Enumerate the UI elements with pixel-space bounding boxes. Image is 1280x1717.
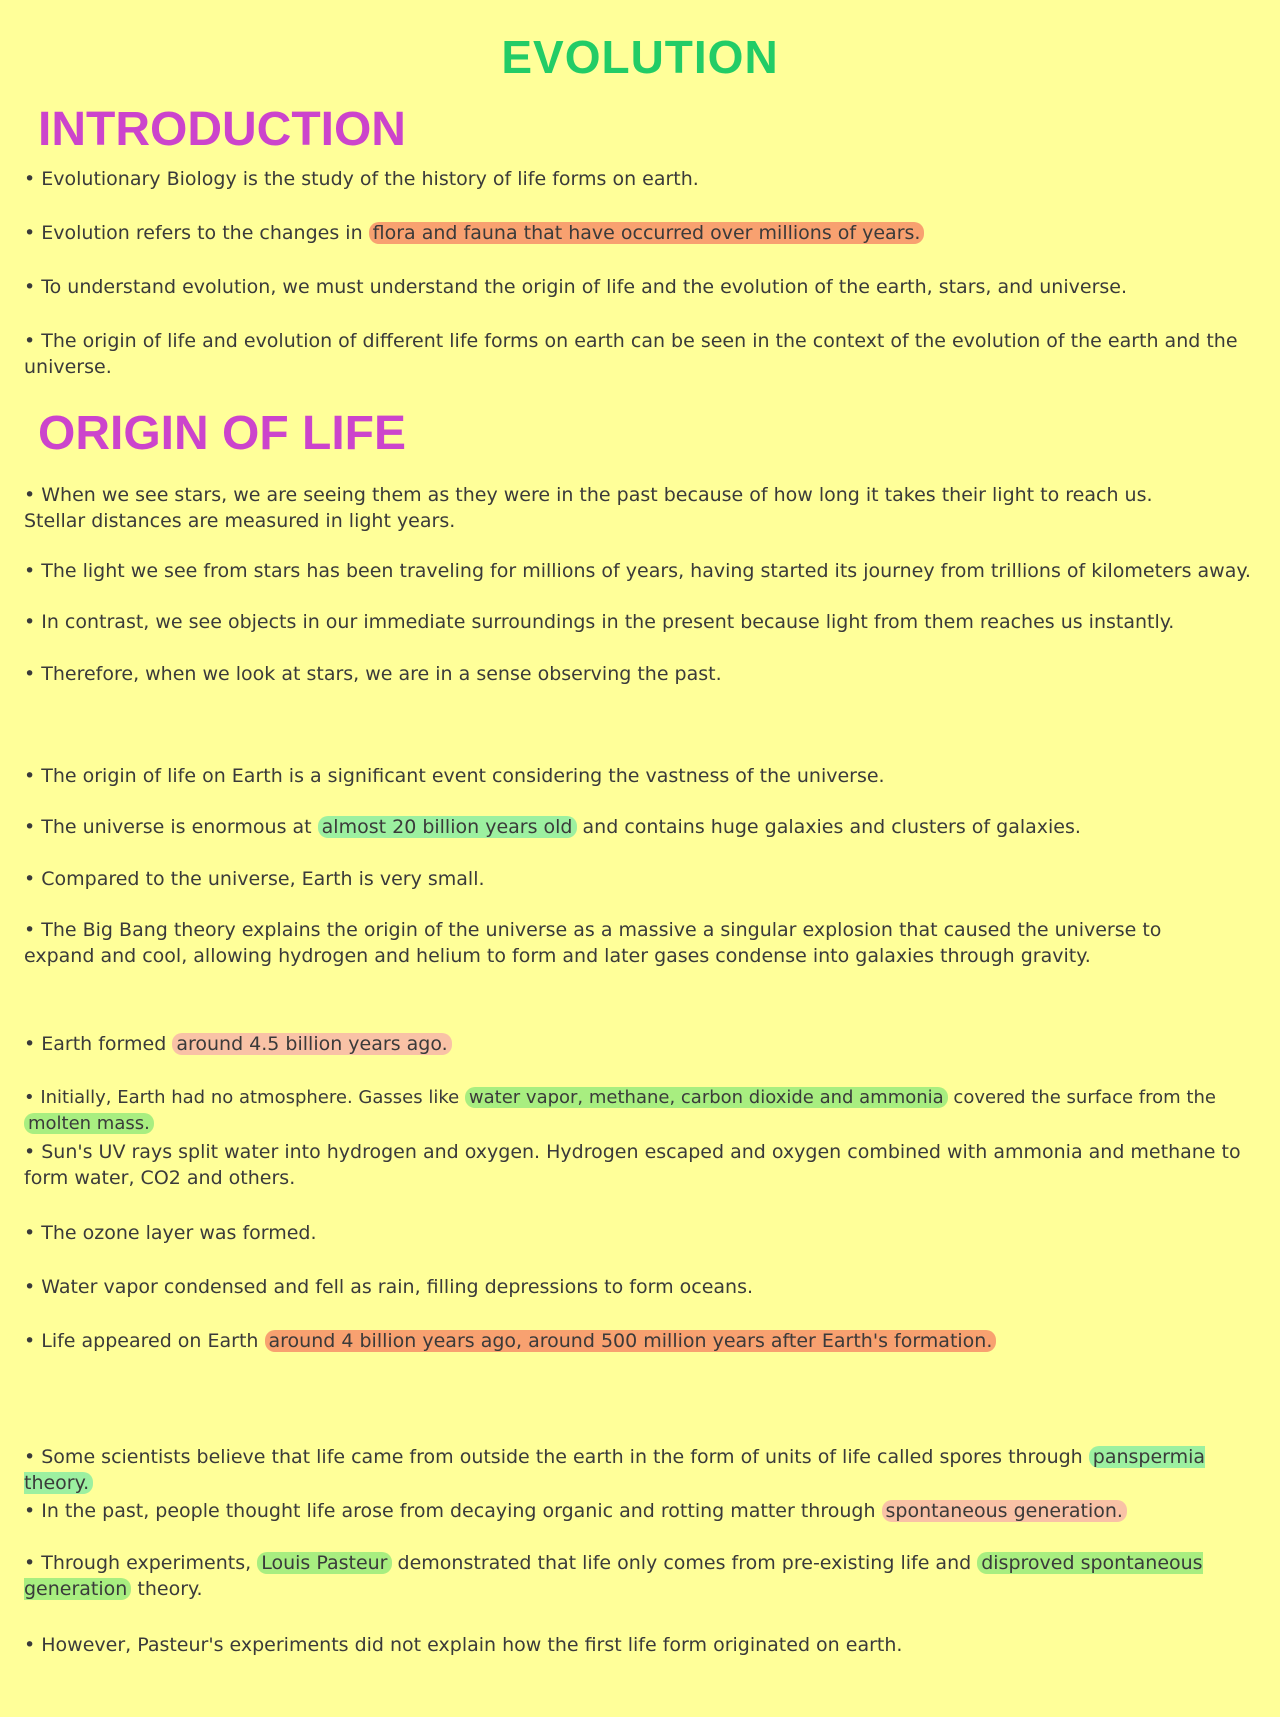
origin-bullet-theory-2 — [24, 1498, 1264, 1524]
highlight: almost 20 billion years old — [318, 816, 577, 838]
bullet-text: • Evolution refers to the changes in — [24, 222, 369, 244]
bullet-text: and contains huge galaxies and clusters of galaxies. — [576, 816, 1081, 838]
origin-bullet-earth-1 — [24, 1031, 1264, 1057]
origin-bullet-theory-4: • However, Pasteur's experiments did not explain how the first life form originated on earth. — [24, 1634, 903, 1656]
origin-bullet-universe-4: • The Big Bang theory explains the origin of the universe as a massive a singular explosion that caused the universe to expand and cool, allowing hydrogen and helium to form and later gases condense into galaxies through gravity. — [24, 919, 1162, 967]
origin-bullet-theory-1 — [24, 1444, 1264, 1496]
origin-bullet-stars-1: • When we see stars, we are seeing them as they were in the past because of how long it takes their light to reach us. Stellar distances are measured in light years. — [24, 484, 1153, 532]
origin-bullet-earth-6 — [24, 1328, 1264, 1354]
bullet-text: • Initially, Earth had no atmosphere. Gasses like — [24, 1087, 465, 1108]
highlight: disproved spontaneous generation — [24, 1552, 1203, 1600]
page-title: EVOLUTION — [501, 31, 779, 83]
origin-bullet-earth-3: • Sun's UV rays split water into hydrogen and oxygen. Hydrogen escaped and oxygen combined with ammonia and methane to form water, CO2 and others. — [24, 1141, 1241, 1189]
introduction-heading: INTRODUCTION — [38, 103, 406, 156]
bullet-text: covered the surface from the — [947, 1087, 1216, 1108]
origin-bullet-universe-3: • Compared to the universe, Earth is very small. — [24, 868, 485, 890]
highlight: Louis Pasteur — [257, 1552, 391, 1574]
origin-bullet-theory-3 — [24, 1550, 1234, 1602]
bullet-text: demonstrated that life only comes from pre-existing life and — [391, 1552, 978, 1574]
highlight: water vapor, methane, carbon dioxide and ammonia — [465, 1087, 948, 1108]
origin-heading: ORIGIN OF LIFE — [38, 407, 406, 460]
origin-bullet-earth-5: • Water vapor condensed and fell as rain, filling depressions to form oceans. — [24, 1276, 754, 1298]
highlight: molten mass. — [24, 1113, 154, 1134]
origin-bullet-stars-4: • Therefore, when we look at stars, we are in a sense observing the past. — [24, 663, 722, 685]
highlight: flora and fauna that have occurred over millions of years. — [369, 222, 925, 244]
intro-bullet-1: • Evolutionary Biology is the study of the history of life forms on earth. — [24, 168, 699, 190]
bullet-text: • The universe is enormous at — [24, 816, 318, 838]
highlight: panspermia theory. — [24, 1446, 1206, 1494]
origin-bullet-stars-3: • In contrast, we see objects in our immediate surroundings in the present because light from them reaches us instantly. — [24, 611, 1175, 633]
bullet-text: • Earth formed — [24, 1033, 173, 1055]
origin-bullet-earth-2 — [24, 1085, 1264, 1137]
intro-bullet-4: • The origin of life and evolution of different life forms on earth can be seen in the context of the evolution of the earth and the universe. — [24, 330, 1238, 378]
highlight: around 4 billion years ago, around 500 million years after Earth's formation. — [265, 1330, 997, 1352]
bullet-text: • Life appeared on Earth — [24, 1330, 265, 1352]
origin-bullet-universe-1: • The origin of life on Earth is a significant event considering the vastness of the universe. — [24, 765, 885, 787]
origin-bullet-earth-4: • The ozone layer was formed. — [24, 1222, 317, 1244]
bullet-text: • In the past, people thought life arose from decaying organic and rotting matter through — [24, 1500, 882, 1522]
bullet-text: theory. — [131, 1578, 203, 1600]
bullet-text: • Some scientists believe that life came from outside the earth in the form of units of life called spores through — [24, 1446, 1089, 1468]
intro-bullet-2 — [24, 220, 1264, 246]
origin-bullet-stars-2: • The light we see from stars has been traveling for millions of years, having started its journey from trillions of kilometers away. — [24, 560, 1251, 582]
highlight: around 4.5 billion years ago. — [172, 1033, 451, 1055]
bullet-text: • Through experiments, — [24, 1552, 258, 1574]
intro-bullet-3: • To understand evolution, we must understand the origin of life and the evolution of the earth, stars, and universe. — [24, 276, 1128, 298]
origin-bullet-universe-2 — [24, 814, 1264, 840]
highlight: spontaneous generation. — [882, 1500, 1127, 1522]
